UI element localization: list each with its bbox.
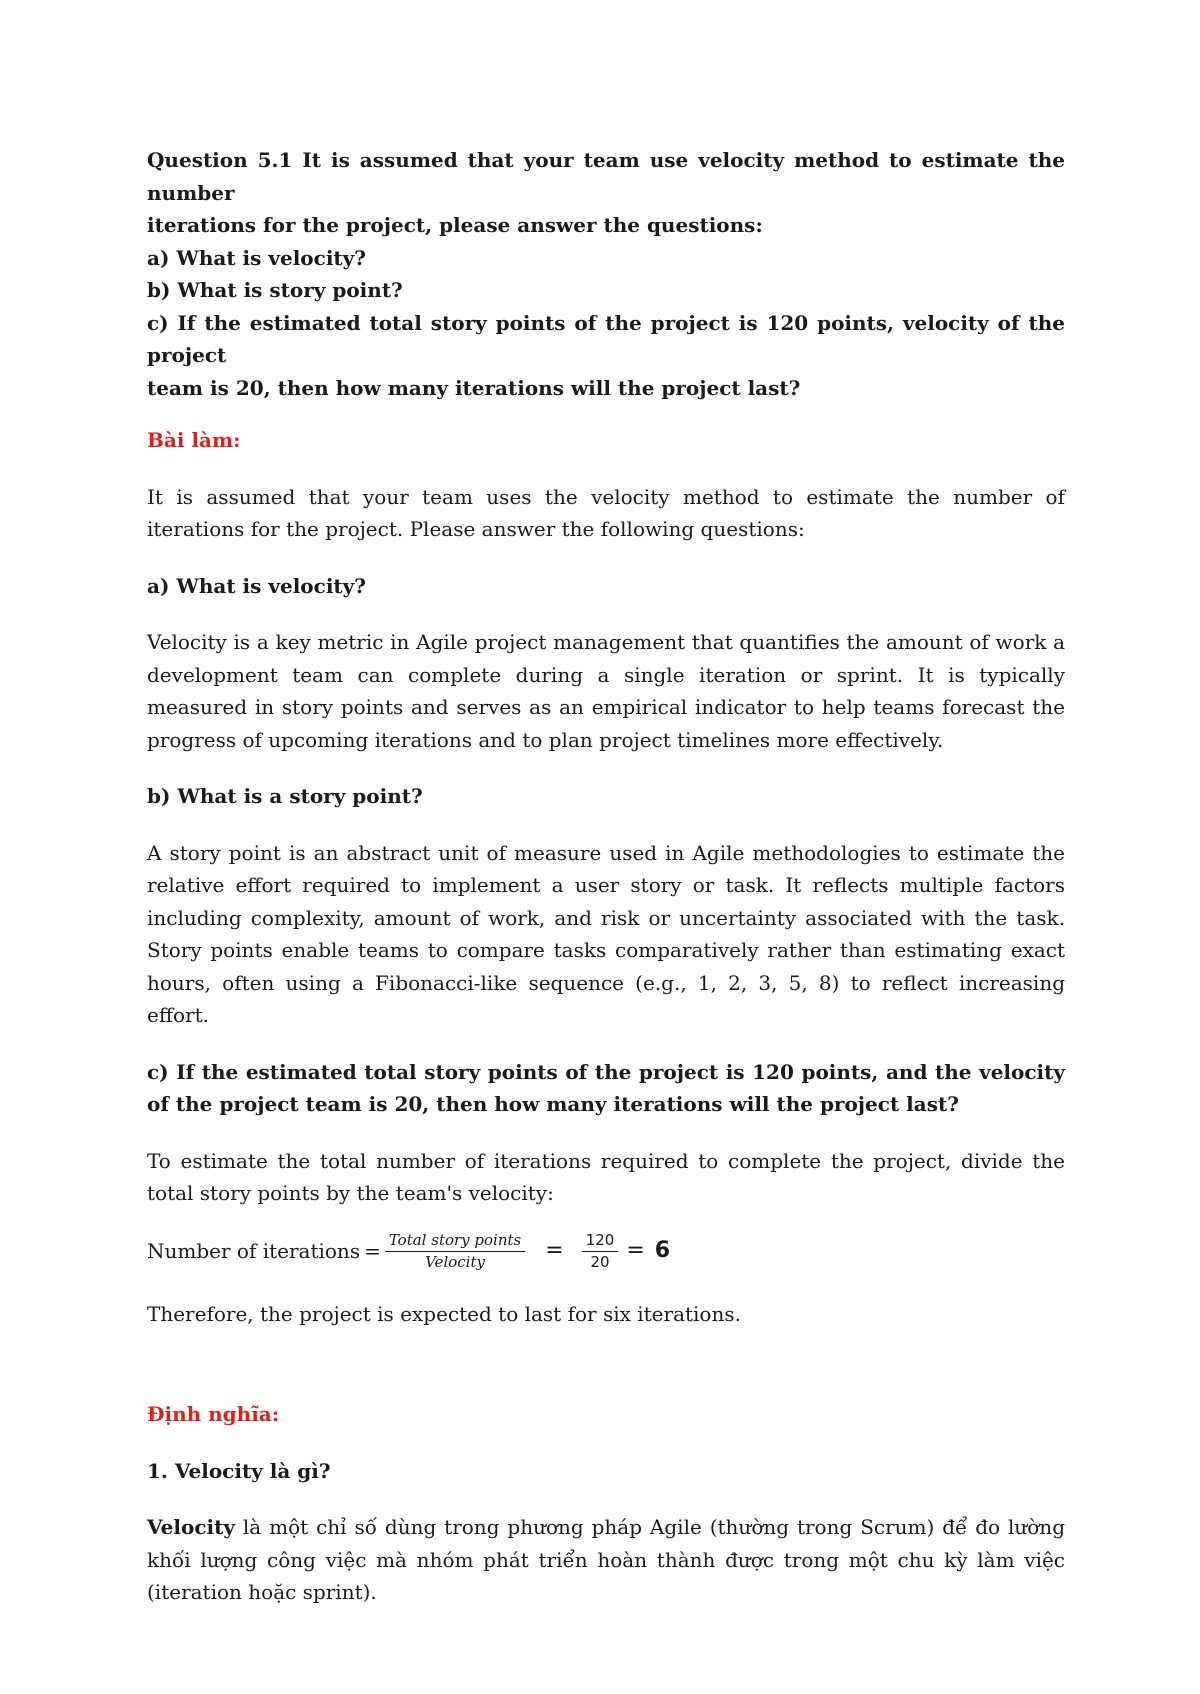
definitions-heading: Định nghĩa: (147, 1402, 280, 1426)
answer-intro: It is assumed that your team uses the velocity method to estimate the number of iterations for the project. Please answer the following questions: (147, 484, 1065, 541)
answer-b-heading: b) What is a story point? (147, 784, 423, 808)
answer-a-body: Velocity is a key metric in Agile project management that quantifies the amount of work a development team can complete during a single iteration or sprint. It is typically measured in story points and serves as an empirical indicator to help teams forecast the progress of upcoming iterations and to plan project timelines more effectively. (147, 630, 1065, 752)
answer-c-body: To estimate the total number of iterations required to complete the project, divide the total story points by the team's velocity: (147, 1148, 1065, 1205)
formula-equals-2: = (545, 1238, 564, 1264)
formula-equals-1: = (364, 1239, 381, 1264)
answer-b-body: A story point is an abstract unit of measure used in Agile methodologies to estimate the relative effort required to implement a user story or task. It reflects multiple factors including complexity, amount of work, and risk or uncertainty associated with the task. Story points enable teams to compare tasks comparatively rather than estimating exact hours, often using a Fibonacci-like sequence (e.g., 1, 2, 3, 5, 8) to reflect increasing effort. (147, 840, 1065, 1027)
formula-equals-3: = (626, 1238, 645, 1264)
formula-fraction-numbers (582, 1231, 619, 1272)
answer-a-heading: a) What is velocity? (147, 573, 367, 598)
question-b: b) What is story point? (147, 278, 403, 302)
question-c-line2: team is 20, then how many iterations will the project last? (147, 375, 801, 400)
question-a: a) What is velocity? (147, 245, 367, 270)
answer-heading: Bài làm: (147, 428, 241, 452)
formula-fraction-numbers-denominator: 20 (590, 1253, 610, 1271)
definition-1-text: là một chỉ số dùng trong phương pháp Agile (thường trong Scrum) để đo lường khối lượng công việc mà nhóm phát triển hoàn thành được trong một chu kỳ làm việc (iteration hoặc sprint). (147, 1515, 1065, 1604)
question-c-line1: c) If the estimated total story points of the project is 120 points, velocity of the project (147, 310, 1065, 367)
answer-conclusion: Therefore, the project is expected to last for six iterations. (147, 1301, 741, 1326)
formula-label: Number of iterations (147, 1239, 361, 1264)
question-title-line2: iterations for the project, please answer the questions: (147, 213, 763, 237)
formula-fraction-words (385, 1231, 525, 1272)
definition-1-body (147, 1511, 1065, 1609)
formula-result: 6 (654, 1238, 671, 1264)
question-title-line1: Question 5.1 It is assumed that your team use velocity method to estimate the number (147, 148, 1065, 205)
formula-fraction-words-numerator: Total story points (385, 1231, 525, 1252)
formula-fraction-words-denominator: Velocity (425, 1253, 485, 1271)
definition-1-heading: 1. Velocity là gì? (147, 1458, 331, 1483)
formula-fraction-numbers-numerator: 120 (582, 1231, 619, 1252)
iterations-formula (147, 1224, 1065, 1280)
document-page (147, 144, 1065, 1609)
definition-1-term: Velocity (147, 1515, 235, 1539)
answer-c-heading: c) If the estimated total story points of the project is 120 points, and the velocity of the project team is 20, then how many iterations will the project last? (147, 1059, 1065, 1116)
